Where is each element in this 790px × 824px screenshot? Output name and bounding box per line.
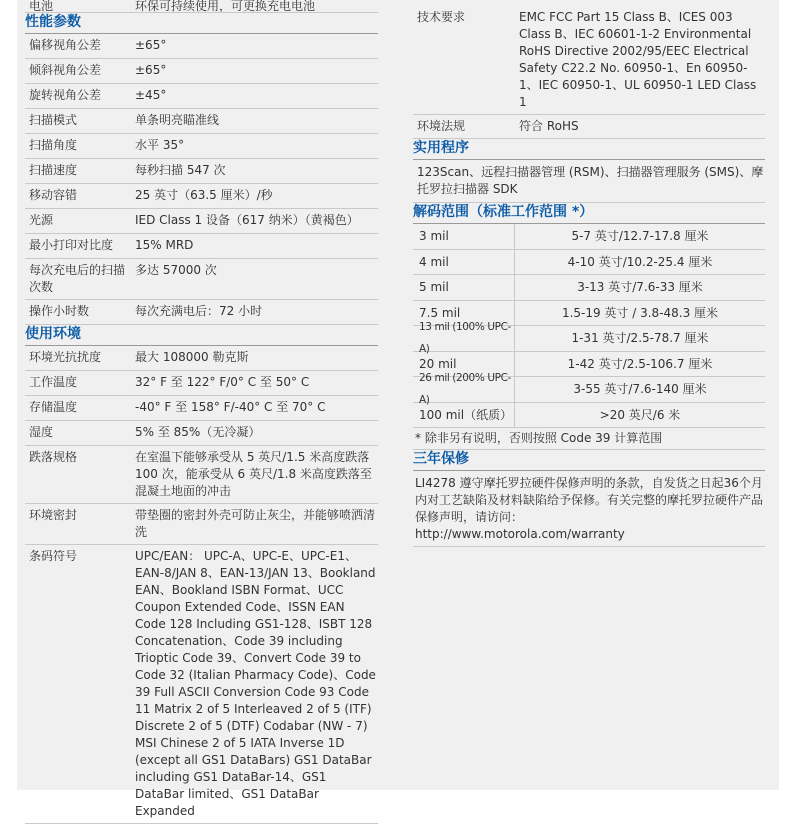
row-label: 操作小时数 — [29, 304, 90, 318]
row-value: 5% 至 85%（无冷凝） — [135, 425, 261, 439]
row-label: 每次充电后的扫描次数 — [29, 263, 126, 294]
density-cell: 4 mil — [413, 250, 515, 275]
table-row — [25, 184, 378, 209]
table-row — [25, 396, 378, 421]
table-row — [413, 372, 765, 407]
density-cell: 20 mil — [413, 352, 515, 377]
row-value: 单条明亮瞄准线 — [135, 113, 220, 127]
row-value: ±65° — [135, 63, 167, 77]
left-column — [25, 0, 378, 824]
range-cell: 1.5-19 英寸 / 3.8-48.3 厘米 — [561, 305, 719, 320]
warranty-link[interactable]: http://www.motorola.com/warranty — [413, 526, 765, 547]
table-row — [413, 275, 765, 301]
row-value: 水平 35° — [135, 138, 185, 152]
table-row — [413, 224, 765, 250]
row-value: 符合 RoHS — [519, 119, 579, 133]
row-label: 湿度 — [29, 425, 54, 439]
range-cell: 1-42 英寸/2.5-106.7 厘米 — [567, 356, 713, 371]
row-label: 技术要求 — [417, 10, 466, 24]
environment-table — [25, 346, 378, 824]
range-cell: 1-31 英寸/2.5-78.7 厘米 — [571, 331, 709, 346]
table-row — [25, 109, 378, 134]
row-value: UPC/EAN： UPC-A、UPC-E、UPC-E1、EAN-8/JAN 8、EAN-13/JAN 13、Bookland EAN、Bookland ISBN Format、UCC Coupon Extended Code、ISSN EAN Code 128 Including GS1-128、ISBT 128 Concatenation、Code 39 including Trioptic Code 39、Convert Code 39 to Code 32 (Italian Pharmacy Code)、Code 39 Full ASCII Conversion Code 93 Code 11 Matrix 2 of 5 Interleaved 2 of 5 (ITF) Discrete 2 of 5 (DTF) Codabar (NW - 7) MSI Chinese 2 of 5 IATA Inverse 1D (except all GS1 DataBars) GS1 DataBar including GS1 DataBar-14、GS1 DataBar limited、GS1 DataBar Expanded — [135, 549, 376, 818]
density-cell: 26 mil (200% UPC-A) — [413, 377, 515, 402]
row-label: 环境法规 — [417, 119, 466, 133]
table-row — [25, 259, 378, 300]
table-row — [25, 421, 378, 446]
table-row — [25, 504, 378, 545]
row-label: 存储温度 — [29, 400, 78, 414]
density-cell: 13 mil (100% UPC-A) — [413, 326, 515, 351]
table-row — [25, 545, 378, 824]
row-label: 偏移视角公差 — [29, 38, 102, 52]
row-label: 倾斜视角公差 — [29, 63, 102, 77]
row-label: 扫描模式 — [29, 113, 78, 127]
table-row — [413, 321, 765, 356]
row-label: 最小打印对比度 — [29, 238, 114, 252]
row-value: ±65° — [135, 38, 167, 52]
table-row — [25, 134, 378, 159]
row-value: 带垫圈的密封外壳可防止灰尘，并能够喷洒清洗 — [135, 508, 376, 539]
decode-range-table — [413, 224, 765, 428]
row-label: 光源 — [29, 213, 54, 227]
section-title-performance: 性能参数 — [25, 13, 378, 34]
range-cell: >20 英尺/6 米 — [599, 407, 681, 422]
table-row — [25, 59, 378, 84]
row-label: 条码符号 — [29, 549, 78, 563]
warranty-text: LI4278 遵守摩托罗拉硬件保修声明的条款，自发货之日起36个月内对工艺缺陷及材料缺陷给予保修。有关完整的摩托罗拉硬件产品保修声明，请访问： — [415, 476, 764, 524]
performance-table — [25, 34, 378, 325]
table-row — [25, 84, 378, 109]
row-label: 扫描速度 — [29, 163, 78, 177]
row-value: ±45° — [135, 88, 167, 102]
table-row — [25, 209, 378, 234]
row-value: 每秒扫描 547 次 — [135, 163, 226, 177]
section-title-utility: 实用程序 — [413, 139, 765, 160]
battery-row — [25, 0, 378, 13]
table-row — [25, 159, 378, 184]
table-row — [25, 300, 378, 325]
table-row — [25, 234, 378, 259]
row-value: IED Class 1 设备（617 纳米）（黄褐色） — [135, 213, 359, 227]
row-label: 工作温度 — [29, 375, 78, 389]
row-label: 跌落规格 — [29, 450, 78, 464]
table-row — [25, 346, 378, 371]
density-cell: 5 mil — [413, 275, 515, 300]
table-row — [25, 34, 378, 59]
range-cell: 4-10 英寸/10.2-25.4 厘米 — [567, 254, 713, 269]
row-label: 环境密封 — [29, 508, 78, 522]
decode-footnote: * 除非另有说明，否则按照 Code 39 计算范围 — [413, 428, 765, 450]
utility-text: 123Scan、远程扫描器管理 (RSM)、扫描器管理服务 (SMS)、摩托罗拉扫描器 SDK — [413, 160, 765, 203]
table-row — [413, 250, 765, 276]
range-cell: 5-7 英寸/12.7-17.8 厘米 — [571, 229, 709, 244]
section-title-decode-range: 解码范围（标准工作范围 *） — [413, 203, 765, 224]
row-value: 最大 108000 勒克斯 — [135, 350, 249, 364]
row-value: -40° F 至 158° F/-40° C 至 70° C — [135, 400, 326, 414]
row-value: EMC FCC Part 15 Class B、ICES 003 Class B、IEC 60601-1-2 Environmental RoHS Directive 2002/95/EEC Electrical Safety C22.2 No. 60950-1、En 60950-1、IEC 60950-1、UL 60950-1 LED Class 1 — [519, 10, 757, 109]
right-column — [413, 0, 765, 547]
section-title-environment: 使用环境 — [25, 325, 378, 346]
table-row — [413, 403, 765, 429]
density-cell: 100 mil（纸质） — [413, 403, 515, 428]
row-value: 15% MRD — [135, 238, 194, 252]
row-value: 在室温下能够承受从 5 英尺/1.5 米高度跌落 100 次，能承受从 6 英尺/1.8 米高度跌落至混凝土地面的冲击 — [135, 450, 372, 498]
row-value: 25 英寸（63.5 厘米）/秒 — [135, 188, 273, 202]
env-regulation-row — [413, 115, 765, 139]
row-label: 旋转视角公差 — [29, 88, 102, 102]
row-label: 扫描角度 — [29, 138, 78, 152]
density-cell: 7.5 mil — [413, 301, 515, 326]
tech-requirements-row — [413, 6, 765, 115]
row-label: 电池 — [29, 0, 54, 13]
section-title-warranty: 三年保修 — [413, 450, 765, 471]
table-row — [25, 371, 378, 396]
row-value: 每次充满电后：72 小时 — [135, 304, 263, 318]
table-row — [25, 446, 378, 504]
range-cell: 3-13 英寸/7.6-33 厘米 — [577, 280, 703, 295]
row-label: 移动容错 — [29, 188, 78, 202]
row-label: 环境光抗扰度 — [29, 350, 102, 364]
row-value: 多达 57000 次 — [135, 263, 217, 277]
density-cell: 3 mil — [413, 224, 515, 249]
row-value: 32° F 至 122° F/0° C 至 50° C — [135, 375, 310, 389]
row-value: 环保可持续使用，可更换充电电池 — [135, 0, 316, 13]
range-cell: 3-55 英寸/7.6-140 厘米 — [573, 382, 707, 397]
